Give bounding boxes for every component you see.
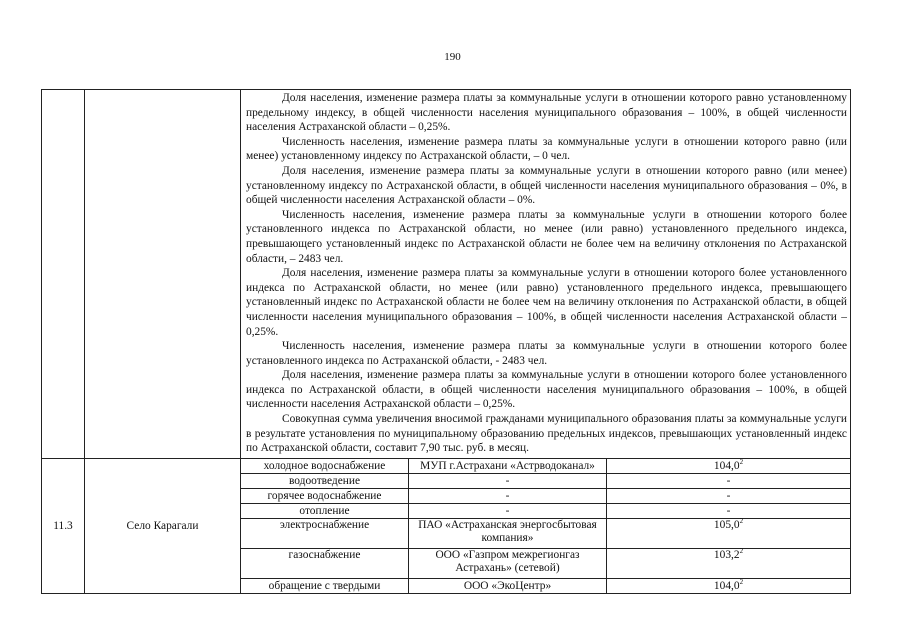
footnote-mark: 2 (739, 516, 744, 525)
service-row (42, 458, 851, 473)
service-name: холодное водоснабжение (241, 458, 409, 473)
paragraph: Доля населения, изменение размера платы за коммунальные услуги в отношении которого равно установленному предельному индексу, в общей численности населения муниципального образования – 100%, в общей численности населения Астраханской области – 0,25%. (246, 92, 847, 134)
provider-name: - (409, 503, 607, 518)
text-block (241, 90, 850, 458)
service-name: горячее водоснабжение (241, 488, 409, 503)
provider-name: - (409, 473, 607, 488)
tariff-table (41, 89, 851, 594)
footnote-mark: 2 (739, 457, 744, 466)
index-number: 105,0 (713, 518, 740, 531)
index-value: - (607, 503, 851, 518)
index-value (607, 518, 851, 548)
provider-name: МУП г.Астрахани «Астрводоканал» (409, 458, 607, 473)
provider-name: ООО «ЭкоЦентр» (409, 578, 607, 593)
paragraph: Численность населения, изменение размера платы за коммунальные услуги в отношении которого более установленного индекса по Астраханской области, но менее (или равно) установленного предельного индекса, превышающего установленный индекс по Астраханской области не более чем на величину отклонения по Астраханской области, – 2483 чел. (246, 208, 847, 265)
name-cell-empty (85, 90, 241, 459)
paragraph: Численность населения, изменение размера платы за коммунальные услуги в отношении которого более установленного индекса по Астраханской области, - 2483 чел. (246, 340, 847, 367)
index-number: 104,0 (713, 459, 740, 472)
service-name: водоотведение (241, 473, 409, 488)
provider-name: - (409, 488, 607, 503)
paragraph: Численность населения, изменение размера платы за коммунальные услуги в отношении которого равно (или менее) установленному индексу по Астраханской области, – 0 чел. (246, 135, 847, 163)
entry-number: 11.3 (42, 458, 85, 593)
service-name: газоснабжение (241, 548, 409, 578)
provider-name: ПАО «Астраханская энергосбытовая компания» (409, 518, 607, 548)
index-value (607, 578, 851, 593)
paragraph: Доля населения, изменение размера платы за коммунальные услуги в отношении которого более установленного индекса по Астраханской области, в общей численности населения муниципального образования – 100%, в общей численности населения Астраханской области – 0,25%. (246, 369, 847, 411)
service-name: обращение с твердыми (241, 578, 409, 593)
index-value (607, 458, 851, 473)
paragraph: Доля населения, изменение размера платы за коммунальные услуги в отношении которого равно (или менее) установленному индексу по Астраханской области, в общей численности населения муниципального образования – 0%, в общей численности населения Астраханской области – 0%. (246, 164, 847, 207)
provider-name: ООО «Газпром межрегионгаз Астрахань» (сетевой) (409, 548, 607, 578)
index-number: 103,2 (713, 548, 740, 561)
continuation-row (42, 90, 851, 459)
index-value: - (607, 473, 851, 488)
paragraph: Доля населения, изменение размера платы за коммунальные услуги в отношении которого более установленного индекса по Астраханской области, но менее (или равно) установленного предельного индекса, превышающего установленный индекс по Астраханской области не более чем на величину отклонения по Астраханской области, в общей численности населения муниципального образования – 100%, в общей численности населения Астраханской области – 0,25%. (246, 267, 847, 338)
text-cell (241, 90, 851, 459)
service-name: электроснабжение (241, 518, 409, 548)
page-number: 190 (444, 51, 461, 63)
index-value: - (607, 488, 851, 503)
footnote-mark: 2 (739, 577, 744, 586)
entry-name: Село Карагали (85, 458, 241, 593)
number-cell-empty (42, 90, 85, 459)
service-name: отопление (241, 503, 409, 518)
index-value (607, 548, 851, 578)
index-number: 104,0 (713, 579, 740, 592)
footnote-mark: 2 (739, 546, 744, 555)
paragraph: Совокупная сумма увеличения вносимой гражданами муниципального образования платы за коммунальные услуги в результате установления по муниципальному образованию предельных индексов, превышающих установленный индекс по Астраханской области, составит 7,90 тыс. руб. в месяц. (246, 413, 847, 455)
